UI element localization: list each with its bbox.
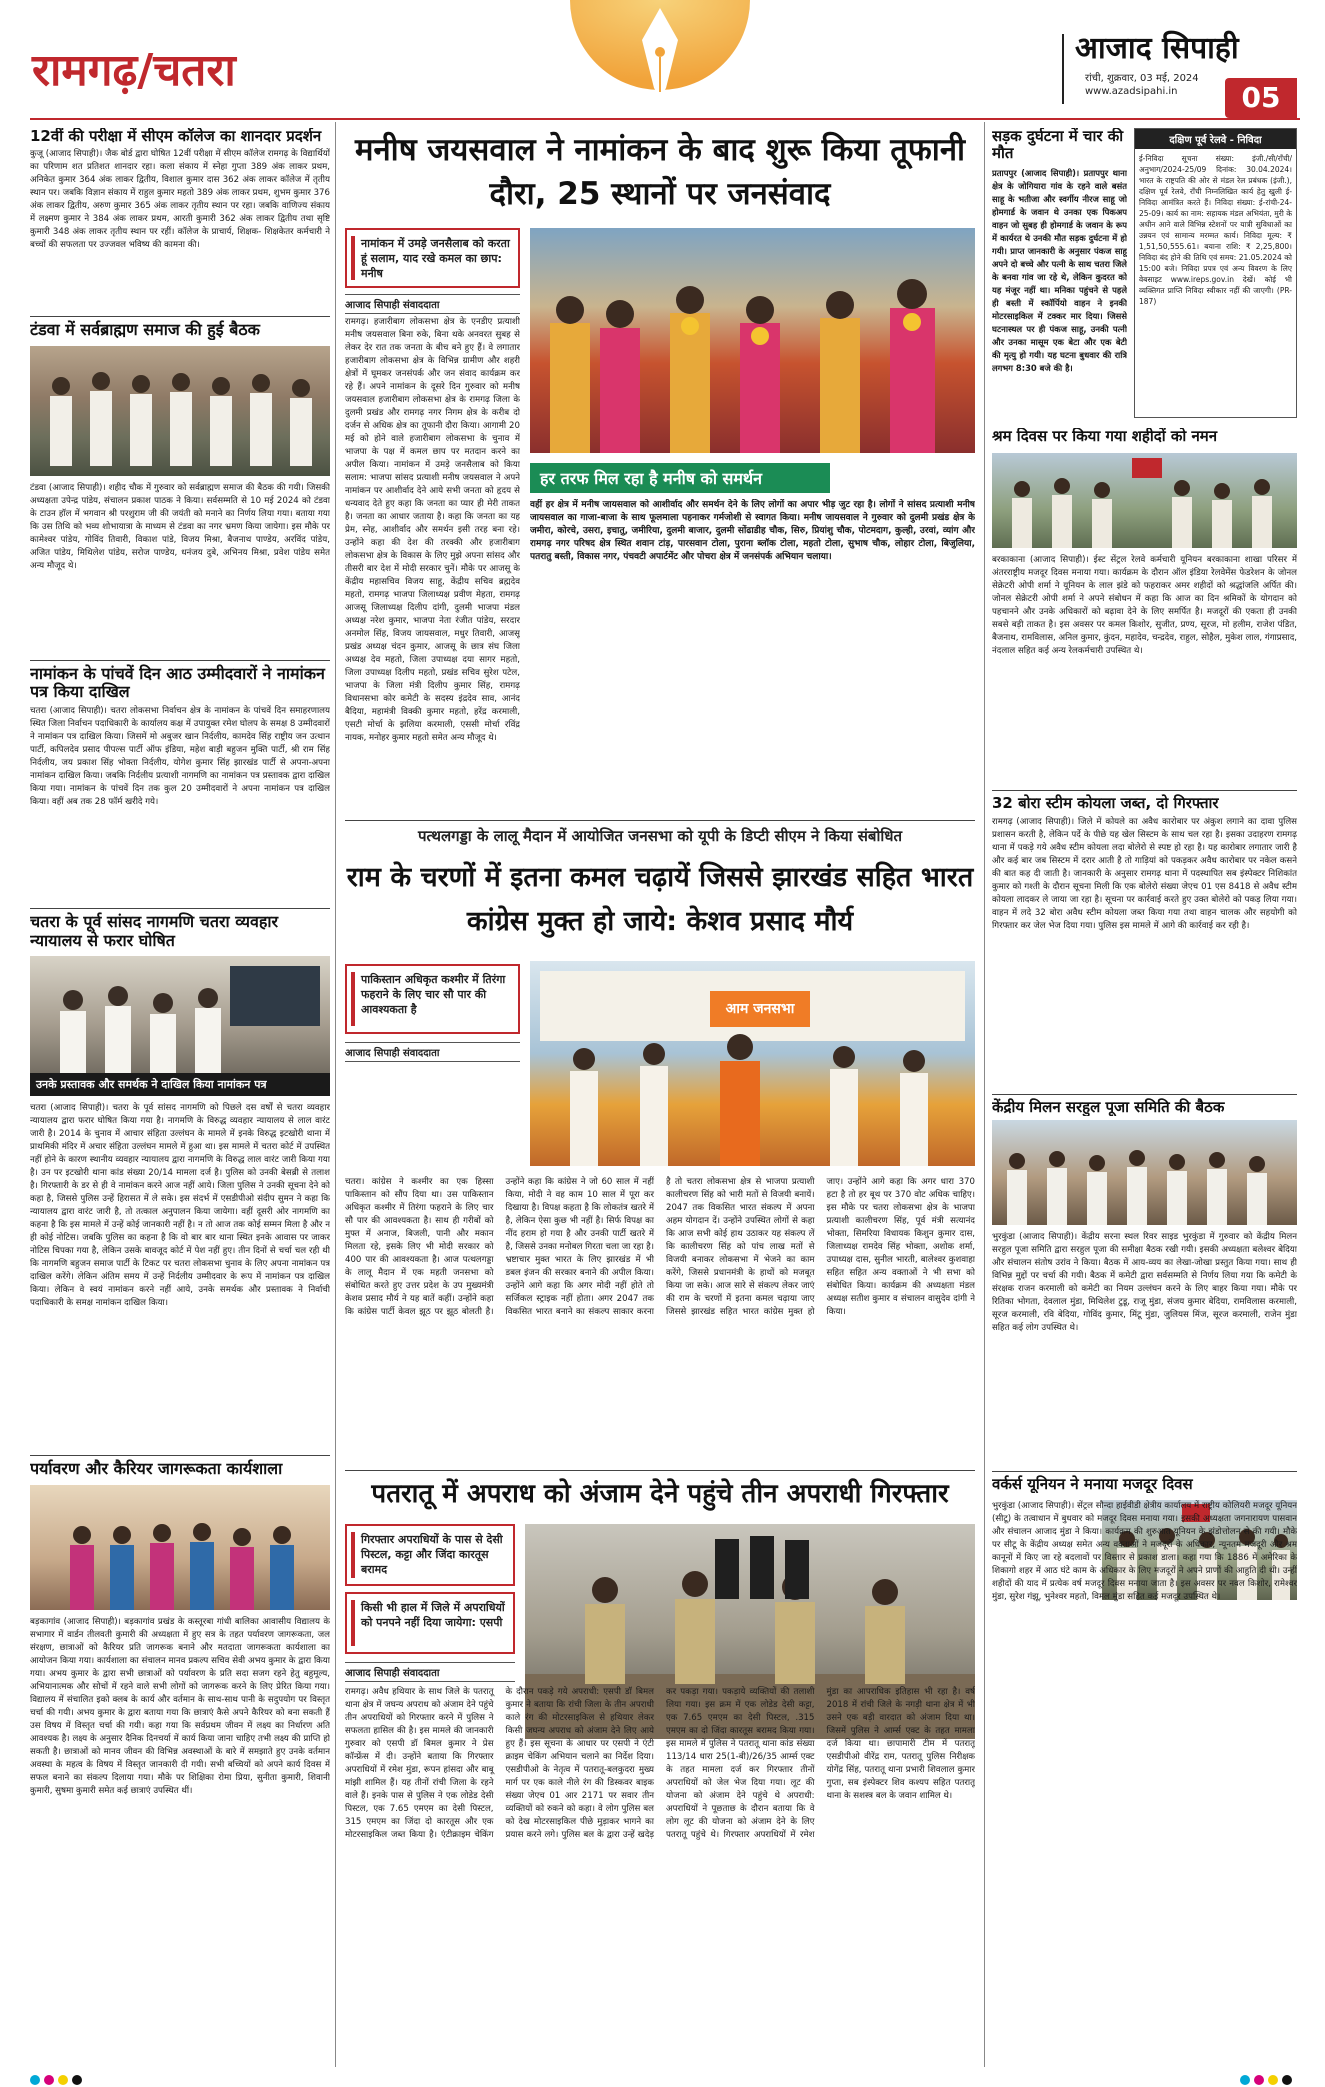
article-coal-seized-body: रामगढ़ (आजाद सिपाही)। जिले में कोयले का अवैध कारोबार पर अंकुश लगाने का दावा पुलिस प्रशासन करती है, लेकिन पर्दे के पीछे यह खेल सिस्टम के साथ चल रहा है। इसका उदाहरण रामगढ़ थाना में पकड़े गये अवैध स्टीम कोयला लदा बोलेरो से स्पष्ट हो रहा है। यह कारोबार लगातार जारी है और कई बार जब सिस्टम में दरार आती है तो गाड़ियां को पकड़कर अवैध कारोबार पर नकेल कसने की बात कह दी जाती है। जानकारी के अनुसार रामगढ़ थाना में पदस्थापित सब इंस्पेक्टर निशिकांत कुमार को गश्ती के दौरान सूचना मिली कि एक बोलेरो संख्या जेएच 01 एस 8418 से अवैध स्टीम कोयला लादकर ले जाया जा रहा है। सूचना पर कार्रवाई करते हुए उक्त बोलेरो को पकड़ लिया गया। वाहन में लदे 32 बोरा अवैध स्टीम कोयला जब्त किया गया तथा वाहन चालक और सहयोगी को गिरफ्तार कर जेल भेज दिया गया। पुलिस इस मामले में आगे की कार्रवाई कर रही है। — [992, 817, 1297, 931]
manish-rally-photo — [530, 228, 975, 453]
nagmani-photo-caption: उनके प्रस्तावक और समर्थक ने दाखिल किया नामांकन पत्र — [30, 1073, 330, 1096]
article-labour-day-martyrs-body: बरकाकाना (आजाद सिपाही)। ईस्ट सेंट्रल रेलवे कर्मचारी यूनियन बरकाकाना शाखा परिसर में अंतरराष्ट्रीय मजदूर दिवस मनाया गया। कार्यक्रम के दौरान ऑल इंडिया रेलवेमेंस फेडरेशन के जोनल सेक्रेटरी ओपी शर्मा ने यूनियन के लाल झंडे को फहराकर अमर शहीदों को श्रद्धांजलि अर्पित की। जोनल सेक्रेटरी ओपी शर्मा ने अपने संबोधन में कहा कि आज का दिन श्रमिकों के योगदान को पहचानने और उनके अधिकारों को बढ़ावा देने के लिए समर्पित है। मजदूरों की एकता ही उनकी सबसे बड़ी ताकत है। इस अवसर पर कमल किशोर, सुजीत, प्रण्य, सूरज, मो हलीम, राजेश पंडित, बैजनाथ, रामविलास, अनिल कुमार, कुंदन, महादेव, चन्द्रदेव, राहुल, सोहैल, मुकेश लाल, गंगाप्रसाद, नंदलाल सहित कई अन्य रेलकर्मचारी उपस्थित थे। — [992, 555, 1297, 656]
article-cm-college-body: कुजू (आजाद सिपाही)। जैक बोर्ड द्वारा घोषित 12वीं परीक्षा में सीएम कॉलेज रामगढ़ के विद्यार्थियों का परिणाम शत प्रतिशत शानदार रहा। कला संकाय में स्नेहा गुप्ता 389 अंक लाकर प्रथम, अनिकेत कुमार 364 अंक लाकर द्वितीय, विशाल कुमार दास 362 अंक लाकर कॉलेज में तृतीय स्थान पर। जबकि विज्ञान संकाय में राहुल कुमार महतो 389 अंक लाकर प्रथम, शुभम कुमार 376 अंक लाकर द्वितीय, अरुण कुमार 365 अंक लाकर तृतीय स्थान पर रहा। जबकि वाणिज्य संकाय में लक्ष्मण कुमार ने 384 अंक लाकर प्रथम, आरती कुमारी 362 अंक लाकर द्वितीय तथा सृष्टि कुमारी 348 अंक लाकर तृतीय स्थान पर रहीं। कॉलेज के प्राचार्य, शिक्षक- शिक्षकेतर कर्मचारी ने बच्चों की सफलता पर उज्जवल भविष्य की कामना की। — [30, 149, 330, 251]
paper-name: आजाद सिपाही — [1075, 31, 1239, 66]
crime-body: रामगढ़। अवैध हथियार के साथ जिले के पतरातू थाना क्षेत्र में जघन्य अपराध को अंजाम देने पहुंचे तीन अपराधियों को गिरफ्तार करने में पुलिस ने सफलता हासिल की है। इस मामले की जानकारी गुरुवार को एसपी डॉ बिमल कुमार ने प्रेस कॉन्फ्रेंस में दी। उन्होंने बताया कि गिरफ्तार अपराधियों में रमेश मुंडा, रूपन हांसदा और बाबू मांझी शामिल हैं। यह तीनों रांची जिला के रहने वाले हैं। इनके पास से पुलिस ने एक लोडेड देसी पिस्टल, एक 7.65 एमएम का देसी पिस्टल, 315 एमएम का जिंदा दो कारतूस और एक मोटरसाइकिल जब्त किया है। एंटीक्राइम चेकिंग के दौरान पकड़े गये अपराधी: एसपी डॉ बिमल कुमार ने बताया कि रांची जिला के तीन अपराधी काले रंग की मोटरसाइकिल से हथियार लेकर किसी जघन्य अपराध को अंजाम देने लिए आये हुए हैं। इस सूचना के आधार पर एसपी ने एंटी क्राइम चेकिंग अभियान चलाने का निर्देश दिया। एसडीपीओ के नेतृत्व में पतरातू-बलकुदरा मुख्य मार्ग पर एक काले नीले रंग की डिस्कवर बाइक संख्या जेएच 01 आर 2171 पर सवार तीन व्यक्तियों को रुकने को कहा। वे लोग पुलिस बल को देख मोटरसाइकिल पीछे मुड़ाकर भागने का प्रयास करने लगे। पुलिस बल के द्वारा उन्हें खदेड़ कर पकड़ा गया। पकड़ाये व्यक्तियों की तलाशी लिया गया। इस क्रम में एक लोडेड देसी कट्टा, एक 7.65 एमएम का देसी पिस्टल, .315 एमएम का दो जिंदा कारतूस बरामद किया गया। इस मामले में पुलिस ने पतरातू थाना कांड संख्या 113/14 धारा 25(1-बी)/26/35 आर्म्स एक्ट के तहत मामला दर्ज कर गिरफ्तार तीनों अपराधियों को जेल भेज दिया गया। लूट की योजना को अंजाम देने पहुंचे थे अपराधी: अपराधियों ने पूछताछ के दौरान बताया कि वे लोग लूट की योजना को अंजाम देने के लिए पतरातू पहुंचे थे। गिरफ्तार अपराधियों में रमेश मुंडा का आपराधिक इतिहास भी रहा है। वर्ष 2018 में रांची जिले के नगड़ी थाना क्षेत्र में भी उसने एक बड़ी वारदात को अंजाम दिया था। जिसमें पुलिस ने आर्म्स एक्ट के तहत मामला दर्ज किया था। छापामारी टीम में पतरातू एसडीपीओ वीरेंद्र राम, पतरातू पुलिस निरीक्षक योगेंद्र सिंह, पतरातू थाना प्रभारी शिवलाल कुमार गुप्ता, सब इंस्पेक्टर शिव कश्यप सहित पतरातू थाना के सशस्त्र बल के जवान शामिल थे। — [345, 1687, 975, 1840]
nagmani-nomination-photo — [30, 956, 330, 1096]
lead-byline: आजाद सिपाही संवाददाता — [345, 294, 520, 314]
crime-story — [345, 1476, 975, 2066]
lead-body: रामगढ़। हजारीबाग लोकसभा क्षेत्र के एनडीए प्रत्याशी मनीष जयसवाल बिना रुके, बिना थके अनवरत सुबह से लेकर देर रात तक जनता के बीच बने हुए हैं। वे लगातार हजारीबाग लोकसभा क्षेत्र के विभिन्न ग्रामीण और शहरी क्षेत्रों में घूमकर जनसंपर्क और जन संवाद कार्यक्रम कर रहे हैं। अपने नामांकन के दूसरे दिन गुरुवार को मनीष जयसवाल हजारीबाग लोकसभा क्षेत्र के रामगढ़ जिला के दुलमी प्रखंड और रामगढ़ नगर निगम क्षेत्र के करीब दो दर्जन से अधिक क्षेत्र का तूफानी दौरा किया। आगामी 20 मई को होने वाले हजारीबाग लोकसभा के चुनाव में भाजपा के पक्ष में कमल छाप पर मतदान करने का अपील किया। नामांकन में उमड़े जनसैलाब को किया सलाम: भाजपा सांसद प्रत्याशी मनीष जयसवाल ने अपने नामांकन पर आशीर्वाद देने आये सभी जनता को हृदय से धन्यवाद देते हुए कहा कि जनता का प्यार ही मेरी ताकत है। जनता का आधार जताया है। कहा कि जनता का यह प्रेम, स्नेह, आशीर्वाद और समर्थन इसी तरह बना रहे। उन्होंने कहा की देश की तरक्की और हजारीबाग लोकसभा क्षेत्र के विकास के लिए मुझे अपना सांसद और तीसरी बार देश में मोदी सरकार चुनें। मौके पर आजसू के केंद्रीय महासचिव विजय साहू, केंद्रीय सचिव ब्रह्मदेव महतो, रामगढ़ भाजपा जिलाध्यक्ष प्रवीण मेहता, रामगढ़ आजसू जिलाध्यक्ष दिलीप दांगी, दुलमी भाजपा मंडल अध्यक्ष नरेश कुमार, भाजपा नेता रंजीत पांडेय, सरदार अनमोल सिंह, विजय जायसवाल, मधुर तिवारी, आजसू प्रखंड अध्यक्ष चंदन कुमार, आजसू के छात्र संघ जिला अध्यक्ष देव महतो, जिला उपाध्यक्ष दया सागर महतो, जिला उपाध्यक्ष दिलीप महतो, प्रखंड सचिव सुरेश पटेल, भाजपा के जिला मंत्री दिलीप कुमार सिंह, रामगढ़ विधानसभा कोर कमेटी के सदस्य इंद्रदेव साव, आनंद बैदिया, महामंत्री विक्की कुमार महतो, हरेंद्र करमाली, एसटी मोर्चा के झलिया करमाली, एससी मोर्चा रविंद्र नायक, मनोहर कुमार महतो समेत अन्य मौजूद थे। — [345, 317, 520, 743]
article-nagmani-body: चतरा (आजाद सिपाही)। चतरा के पूर्व सांसद नागमणि को पिछले दस वर्षों से चतरा व्यवहार न्यायालय द्वारा फरार घोषित किया गया है। नागमणि के विरुद्ध व्यवहार न्यायालय से लाल वारंट जारी है। 2014 के चुनाव में आचार संहिता उल्लंघन के मामले में इनके विरुद्ध इटखोरी थाना में प्राथमिकी मंदिर में अचार संहिता उल्लंघन मामले में हुआ था। इस मामले में चतरा कोर्ट में उपस्थित नहीं होने के कारण स्थानीय व्यवहार न्यायालय द्वारा नागमणि के विरुद्ध लाल वारंट जारी किया गया है। उन पर इटखोरी थाना कांड संख्या 20/14 मामला दर्ज है। पुलिस को उनकी बेसब्री से तलाश है। गिरफ्तारी के डर से ही वे नामांकन करने आज नहीं आये। जिला पुलिस ने उनकी सूचना देने को कहा है, जिससे पुलिस उन्हें हिरासत में ले सके। इस संदर्भ में एसडीपीओ संदीप सुमन ने कहा कि न्यायालय द्वारा वारंट जारी है, तो तत्काल अनुपालन किया जायेगा। वहीं दूसरी ओर नागमणि का कहना है कि इस मामले में उन्हें कोई जानकारी नहीं है। न तो आज तक कोई सम्मन मिला है और न ही कोई नोटिस। जबकि पुलिस का कहना है कि वो बार बार थाना स्थित इनके आवास पर जाकर नोटिस चिपका गया है, लेकिन उसके बावजूद कोर्ट में पेश नहीं हुए। तीन दिनों से चर्चा चल रही थी कि नागमणि बहुजन समाज पार्टी के टिकट पर चतरा लोकसभा चुनाव के लिए अपना नामांकन पत्र दाखिल करेंगे। लेकिन अंतिम समय में उन्हें निर्दलीय उम्मीदवार के रूप में नामांकन पत्र दाखिल किया। लेकिन वे स्वयं नामांकन करने नहीं आये, उनके समर्थक और प्रस्तावक ने निर्वाची पदाधिकारी के समक्ष नामांकन दाखिल किया। — [30, 1103, 330, 1309]
pen-nib-emblem — [560, 0, 760, 110]
website: www.azadsipahi.in — [1085, 86, 1178, 97]
article-workers-union-body: भुरकुंडा (आजाद सिपाही)। सेंट्रल सौन्दा हाईवीडी क्षेत्रीय कार्यालय में राष्ट्रीय कोलियरी मजदूर यूनियन (सीटू) के तत्वाधान में बुधवार को मजदूर दिवस मनाया गया। इसकी अध्यक्षता जगनारायण पासवान और संचालन आजाद मुंडा ने किया। कार्यक्रम की शुरुआत यूनियन के झंडोत्तोलन से की गयी। मौके पर सीटू के केंद्रीय अध्यक्ष समेत अन्य वक्ताओं ने मजदूरों के अधिकार, न्यूनतम मजदूरी और श्रम कानूनों में किए जा रहे बदलावों पर विस्तार से प्रकाश डाला। कहा गया कि 1886 में अमेरिका के शिकागो शहर में आठ घंटे काम के अधिकार के लिए मजदूरों ने अपने प्राणों की आहुति दी थी। उन्हीं शहीदों की याद में प्रत्येक वर्ष मजदूर दिवस मनाया जाता है। इस अवसर पर नवल किशोर, रामेश्वर मुंडा, सुरेश गंझू, भुनेश्वर महतो, विमल मुंडा सहित कई मजदूर उपस्थित थे। — [992, 1501, 1297, 1602]
lead-story — [345, 128, 975, 818]
masthead — [0, 0, 1325, 120]
article-environment-headline: पर्यावरण और कैरियर जागरूकता कार्यशाला — [30, 1455, 330, 1478]
article-labour-day-martyrs-headline: श्रम दिवस पर किया गया शहीदों को नमन — [992, 428, 1218, 445]
footer-color-dots-left — [30, 2070, 86, 2087]
page-number: 05 — [1225, 78, 1297, 118]
crime-pull-quote-2: किसी भी हाल में जिले में अपराधियों को पनपने नहीं दिया जायेगा: एसपी — [345, 1592, 515, 1654]
sarhul-meeting-photo — [992, 1120, 1297, 1225]
support-banner: हर तरफ मिल रहा है मनीष को समर्थन — [530, 463, 830, 493]
article-accident-body: प्रतापपुर (आजाद सिपाही)। प्रतापपुर थाना क्षेत्र के जोगियारा गांव के रहने वाले बसंत साहू के भतीजा और स्वर्गीय नीरज साहू जो होमगार्ड के जवान थे उनका एक पिकअप वाहन जो सुबह ही होमगार्ड के जवान के रूप में कार्यरत थे उनकी मौत सड़क दुर्घटना में हो गयी। प्राप्त जानकारी के अनुसार पंकज साहू अपने दो बच्चे और पत्नी के साथ चतरा जिले के बनवा गांव जा रहे थे, लेकिन कुदरत को यह मंजूर नहीं था। मनिका पहुंचने से पहले ही बस्ती में स्कॉर्पियो वाहन ने इनकी मोटरसाइकिल में टक्कर मार दिया। जिससे घटनास्थल पर ही पंकज साहू, उनकी पत्नी और उनका मासूम एक बेटा और एक बेटी की मृत्यु हो गयी। यह घटना बुधवार की रात्रि लगभग 8:30 बजे की है। — [992, 167, 1127, 373]
lead-pull-quote: नामांकन में उमड़े जनसैलाब को करता हूं सलाम, याद रखे कमल का छाप: मनीष — [345, 228, 520, 288]
article-sarhul-body: भुरकुंडा (आजाद सिपाही)। केंद्रीय सरना स्थल रिवर साइड भुरकुंडा में गुरुवार को केंद्रीय मिलन सरहुल पूजा समिति द्वारा सरहुल पूजा की समीक्षा बैठक रखी गयी। इसकी अध्यक्षता बलेश्वर बेदिया और संचालन संतोष उरांव ने किया। बैठक में आय-व्यय का लेखा-जोखा प्रस्तुत किया गया। साथ ही विभिन्न मुद्दों पर चर्चा की गयी। बैठक में कमेटी द्वारा सर्वसम्मति से निर्णय लिया गया कि कमेटी के संरक्षक राजन करमाली को कमेटी का नियम उल्लंघन करने के लिए बाहर किया गया। मौके पर रितिका भोगता, देवलाल मुंडा, मिथिलेश टुडू, राजू मुंडा, संजय कुमार बेदिया, रामविलास करमाली, सूरज करमाली, रवि बेदिया, गोविंद कुमार, मिंटू मुंडा, जुलियस मिंज, सूरज करमाली, राजेन मुंडा सहित कई लोग उपस्थित थे। — [992, 1232, 1297, 1333]
footer-color-dots-right — [1240, 2070, 1296, 2087]
article-coal-seized-headline: 32 बोरा स्टीम कोयला जब्त, दो गिरफ्तार — [992, 790, 1297, 812]
lead-headline: मनीष जयसवाल ने नामांकन के बाद शुरू किया तूफानी दौरा, 25 स्थानों पर जनसंवाद — [354, 132, 966, 212]
crime-byline: आजाद सिपाही संवाददाता — [345, 1662, 515, 1682]
support-body: वहीं हर क्षेत्र में मनीष जायसवाल को आशीर्वाद और समर्थन देने के लिए लोगों का अपार भीड़ जुट रहा है। लोगों ने सांसद प्रत्याशी मनीष जायसवाल का गाजा-बाजा के साथ फूलमाला पहनाकर गर्मजोशी से स्वागत किया। मनीष जायसवाल ने गुरुवार को दुलमी प्रखंड क्षेत्र के जमीरा, कोरचे, उसरा, इचातु, जमीरिया, दुलमी बाजार, दुलमी सोंढाडीह चौक, सिरु, प्रियांशु चौक, पोटमदाग, कुल्ही, उरवां, व्यांग और रामगढ़ नगर परिषद क्षेत्र स्थित शवान टांड़, पारसवान टोला, पुराना ब्लॉक टोला, महतो टोला, सुभाष चौक, लोहार टोला, बिजुलिया, पतरातु बस्ती, विकास नगर, पंचवटी अपार्टमेंट और पोचरा क्षेत्र में जनसंपर्क अभियान चलाया। — [530, 500, 975, 562]
section-title: रामगढ़/चतरा — [32, 45, 236, 96]
mid-story — [345, 826, 975, 1466]
tender-body: ई-निविदा सूचना संख्या: इंजी./सी/राँची/ अनुभाग/2024-25/09 दिनांक: 30.04.2024। भारत के राष्ट्रपति की ओर से मंडल रेल प्रबंधक (इंजी.), दक्षिण पूर्व रेलवे, राँची निम्नलिखित कार्य हेतु खुली ई-निविदा आमंत्रित करते हैं। निविदा संख्या: ई-रांची-24-25-09। कार्य का नाम: सहायक मंडल अभियंता, मुरी के अधीन आने वाले विभिन्न स्टेशनों पर यात्री सुविधाओं का उन्नयन एवं सामान्य मरम्मत कार्य। निविदा मूल्य: ₹ 1,51,50,555.61। बयाना राशि: ₹ 2,25,800। निविदा बंद होने की तिथि एवं समय: 21.05.2024 को 15:00 बजे। निविदा प्रपत्र एवं अन्य विवरण के लिए वेबसाइट www.ireps.gov.in देखें। कोई भी व्यक्तिगत प्राप्ति निविदा स्वीकार नहीं की जाएगी। (PR-187) — [1139, 154, 1292, 306]
mid-kicker: पत्थलगड्डा के लालू मैदान में आयोजित जनसभा को यूपी के डिप्टी सीएम ने किया संबोधित — [417, 827, 903, 845]
stage-banner-text: आम जनसभा — [725, 1001, 795, 1017]
article-nomination-headline: नामांकन के पांचवें दिन आठ उम्मीदवारों ने नामांकन पत्र किया दाखिल — [30, 660, 330, 702]
article-nagmani-headline: चतरा के पूर्व सांसद नागमणि चतरा व्यवहार न्यायालय से फरार घोषित — [30, 908, 330, 950]
railway-tender-notice — [1134, 128, 1297, 418]
article-tandwa-headline: टंडवा में सर्वब्राह्मण समाज की हुई बैठक — [30, 316, 330, 339]
mid-headline: राम के चरणों में इतना कमल चढ़ायें जिससे झारखंड सहित भारत कांग्रेस मुक्त हो जाये: केशव प्रसाद मौर्य — [346, 862, 974, 937]
article-cm-college-headline: 12वीं की परीक्षा में सीएम कॉलेज का शानदार प्रदर्शन — [30, 128, 322, 145]
environment-workshop-photo — [30, 1485, 330, 1610]
right-column — [992, 128, 1297, 2068]
article-accident-headline: सड़क दुर्घटना में चार की मौत — [992, 128, 1124, 163]
mid-pull-quote: पाकिस्तान अधिकृत कश्मीर में तिरंगा फहराने के लिए चार सौ पार की आवश्यकता है — [345, 964, 520, 1034]
article-environment-body: बड़कागांव (आजाद सिपाही)। बड़कागांव प्रखंड के कस्तूरबा गांधी बालिका आवासीय विद्यालय के सभागार में वार्डन तीलवती कुमारी की अध्यक्षता में हुए सत्र के तहत पर्यावरण जागरूकता, जल संरक्षण, छात्राओं को कैरियर प्रति जागरूक बनाने और मतदाता जागरूकता कार्यशाला का आयोजन किया गया। कार्यशाला का संचालन मानव प्रकल्प सचिव सेवी अभय कुमार के द्वारा किया गया। अभय कुमार के द्वारा सभी छात्राओं को पर्यावरण के प्रति सदा सजग रहने हेतु बहुमूल्य, अभियानात्मक और सोचों में रहने वाले सभी लोगों को जागरूक करने के लिए प्रेरित किया गया। विद्यालय में संचालित इको क्लब के कार्य और वर्तमान के साथ-साथ पानी के सदुपयोग पर विस्तृत चर्चा की गयी। अभय कुमार के द्वारा बताया गया कि छात्राएं कैसे अपने कैरियर को बना सकती हैं उस विषय में विस्तृत चर्चा की गयी। कहा गया कि सर्वप्रथम जीवन में लक्ष्य का निर्धारण अति आवश्यक है। लक्ष्य के अनुसार दैनिक दिनचर्या में कार्य किया जाना चाहिए तभी लक्ष्य की प्राप्ति हो सकती है। छात्राओं को मानव जीवन की विभिन्न अवस्थाओं के बारे में समझाते हुए उनके वर्तमान अवस्था के महत्व के विषय में विस्तृत जानकारी दी गयी। सभी बच्चियों को अपने कार्य दिवस में सफल बनाने का संकल्प दिलाया गया। मौके पर शिक्षिका रोमा प्रिया, सुनीता कुमारी, शिवानी कुमारी, सुषमा कुमारी समेत कई छात्राएं उपस्थित थीं। — [30, 1616, 330, 1796]
tandwa-meeting-photo — [30, 346, 330, 476]
mid-byline: आजाद सिपाही संवाददाता — [345, 1042, 520, 1062]
article-tandwa-body: टंडवा (आजाद सिपाही)। शहीद चौक में गुरुवार को सर्वब्राह्मण समाज की बैठक की गयी। जिसकी अध्यक्षता उपेन्द्र पांडेय, संचालन प्रकाश पाठक ने किया। सर्वसम्मति से 10 मई 2024 को टंडवा के टाउन हॉल में भगवान श्री परशुराम जी की जयंती को मनाने का निर्णय लिया गया। बताया गया कि उस तिथि को भव्य शोभायात्रा के माध्यम से टंडवा का नगर भ्रमण किया जायेगा। इस मौके पर कामेश्वर पांडेय, गोविंद तिवारी, विकाश पांडे, विजय मिश्रा, बैजनाथ पाण्डेय, अरविंद पांडेय, अजित पांडेय, मिथिलेश पांडेय, सरोज पाण्डेय, धनंजय दुबे, अभिनय मिश्रा, प्रवेश पांडेय समेत अन्य मौजूद थे। — [30, 482, 330, 571]
article-workers-union-headline: वर्कर्स यूनियन ने मनाया मजदूर दिवस — [992, 1471, 1297, 1493]
tender-title: दक्षिण पूर्व रेलवे - निविदा — [1135, 129, 1296, 149]
article-nomination-body: चतरा (आजाद सिपाही)। चतरा लोकसभा निर्वाचन क्षेत्र के नामांकन के पांचवें दिन समाहरणालय स्थित जिला निर्वाचन पदाधिकारी के कार्यालय कक्ष में उपायुक्त रमेश घोलप के समक्ष 8 उम्मीदवारों ने नामांकन पत्र दाखिल किया। जिसमें मो अबुजर खान निर्दलीय, कामदेव सिंह राष्ट्रीय जन उत्थान पार्टी, कपिलदेव प्रसाद पीपल्स पार्टी ऑफ इंडिया, महेश बाड़ी बहुजन मुक्ति पार्टी, श्री राम सिंह निर्दलीय, जय प्रकाश सिंह भोक्ता निर्दलीय, योगेश कुमार सिंह झारखंड पार्टी से अपना-अपना नामांकन दाखिल किया। जबकि निर्दलीय प्रत्याशी नागमणि का नामांकन पत्र प्रस्तावक द्वारा दाखिल किया गया। नामांकन के पांचवें दिन तक कुल 20 उम्मीदवारों ने अपना नामांकन पत्र दाखिल किया। वहीं अब तक 28 फॉर्म खरीदे गये। — [30, 706, 330, 808]
dateline: रांची, शुक्रवार, 03 मई, 2024 — [1085, 73, 1199, 84]
left-column — [30, 128, 330, 2068]
mid-body: चतरा। कांग्रेस ने कश्मीर का एक हिस्सा पाकिस्तान को सौंप दिया था। उस पाकिस्तान अधिकृत कश्मीर में तिरंगा फहराने के लिए चार सौ पार की आवश्यकता है। साथ ही गरीबों को मुफ्त में अनाज, बिजली, पानी और मकान मिलता रहे, इसके लिए भी मोदी सरकार को 400 पार की आवश्यकता है। आज पत्थलगड्डा के लालू मैदान में एक महती जनसभा को संबोधित करते हुए उत्तर प्रदेश के उप मुख्यमंत्री केशव प्रसाद मौर्य ने यह बातें कहीं। उन्होंने कहा कि कांग्रेस पार्टी केवल झूठ पर झूठ बोलती है। उन्होंने कहा कि कांग्रेस ने जो 60 साल में नहीं किया, मोदी ने वह काम 10 साल में पूरा कर दिखाया है। विपक्ष कहता है कि लोकतंत्र खतरे में है, लेकिन ऐसा कुछ भी नहीं है। सिर्फ विपक्ष का नींद हराम हो गया है और उनकी पार्टी खतरे में है, जिससे उनका मनोबल गिरता चला जा रहा है। भ्रष्टाचार मुक्त भारत के लिए झारखंड में भी डबल इंजन की सरकार बनाने की अपील किया। उन्होंने आगे कहा कि अगर मोदी नहीं होते तो सर्जिकल स्ट्राइक नहीं होता। अगर 2047 तक विकसित भारत बनाने का संकल्प साकार करना है तो चतरा लोकसभा क्षेत्र से भाजपा प्रत्याशी कालीचरण सिंह को भारी मतों से विजयी बनायें। 2047 तक विकसित भारत संकल्प में अपना अहम योगदान दें। उन्होंने उपस्थित लोगों से कहा कि आज सभी कोई हाथ उठाकर यह संकल्प लें कि कालीचरण सिंह को पांच लाख मतों से विजयी बनाकर लोकसभा में भेजने का काम करेंगे, जिससे प्रधानमंत्री के हाथों को मजबूत किया जा सके। आज सारे से संकल्प लेकर जाएं की राम के चरणों में इतना कमल चढ़ाया जाए जिससे झारखंड सहित भारत कांग्रेस मुक्त हो जाए। उन्होंने आगे कहा कि अगर धारा 370 हटा है तो हर बूथ पर 370 वोट अधिक चाहिए। इस मौके पर चतरा लोकसभा क्षेत्र के भाजपा प्रत्याशी कालीचरण सिंह, पूर्व मंत्री सत्यानंद भोक्ता, सिमरिया विधायक किशुन कुमार दास, जिलाध्यक्ष रामदेव सिंह भोक्ता, अशोक शर्मा, उपाध्यक्ष दास, सुनील भारती, बालेश्वर कुशवाहा सहित सहित अन्य वक्ताओं ने भी सभा को संबोधित किया। कार्यक्रम की अध्यक्षता मंडल अध्यक्ष सतीश कुमार व संचालन वासुदेव दांगी ने किया। — [345, 1177, 975, 1317]
crime-pull-quote-1: गिरफ्तार अपराधियों के पास से देसी पिस्टल, कट्टा और जिंदा कारतूस बरामद — [345, 1524, 515, 1586]
article-sarhul-headline: केंद्रीय मिलन सरहुल पूजा समिति की बैठक — [992, 1094, 1297, 1116]
lead-support-box — [530, 463, 975, 803]
crime-headline: पतरातू में अपराध को अंजाम देने पहुंचे तीन अपराधी गिरफ्तार — [371, 1479, 949, 1509]
labour-day-martyrs-photo — [992, 453, 1297, 548]
